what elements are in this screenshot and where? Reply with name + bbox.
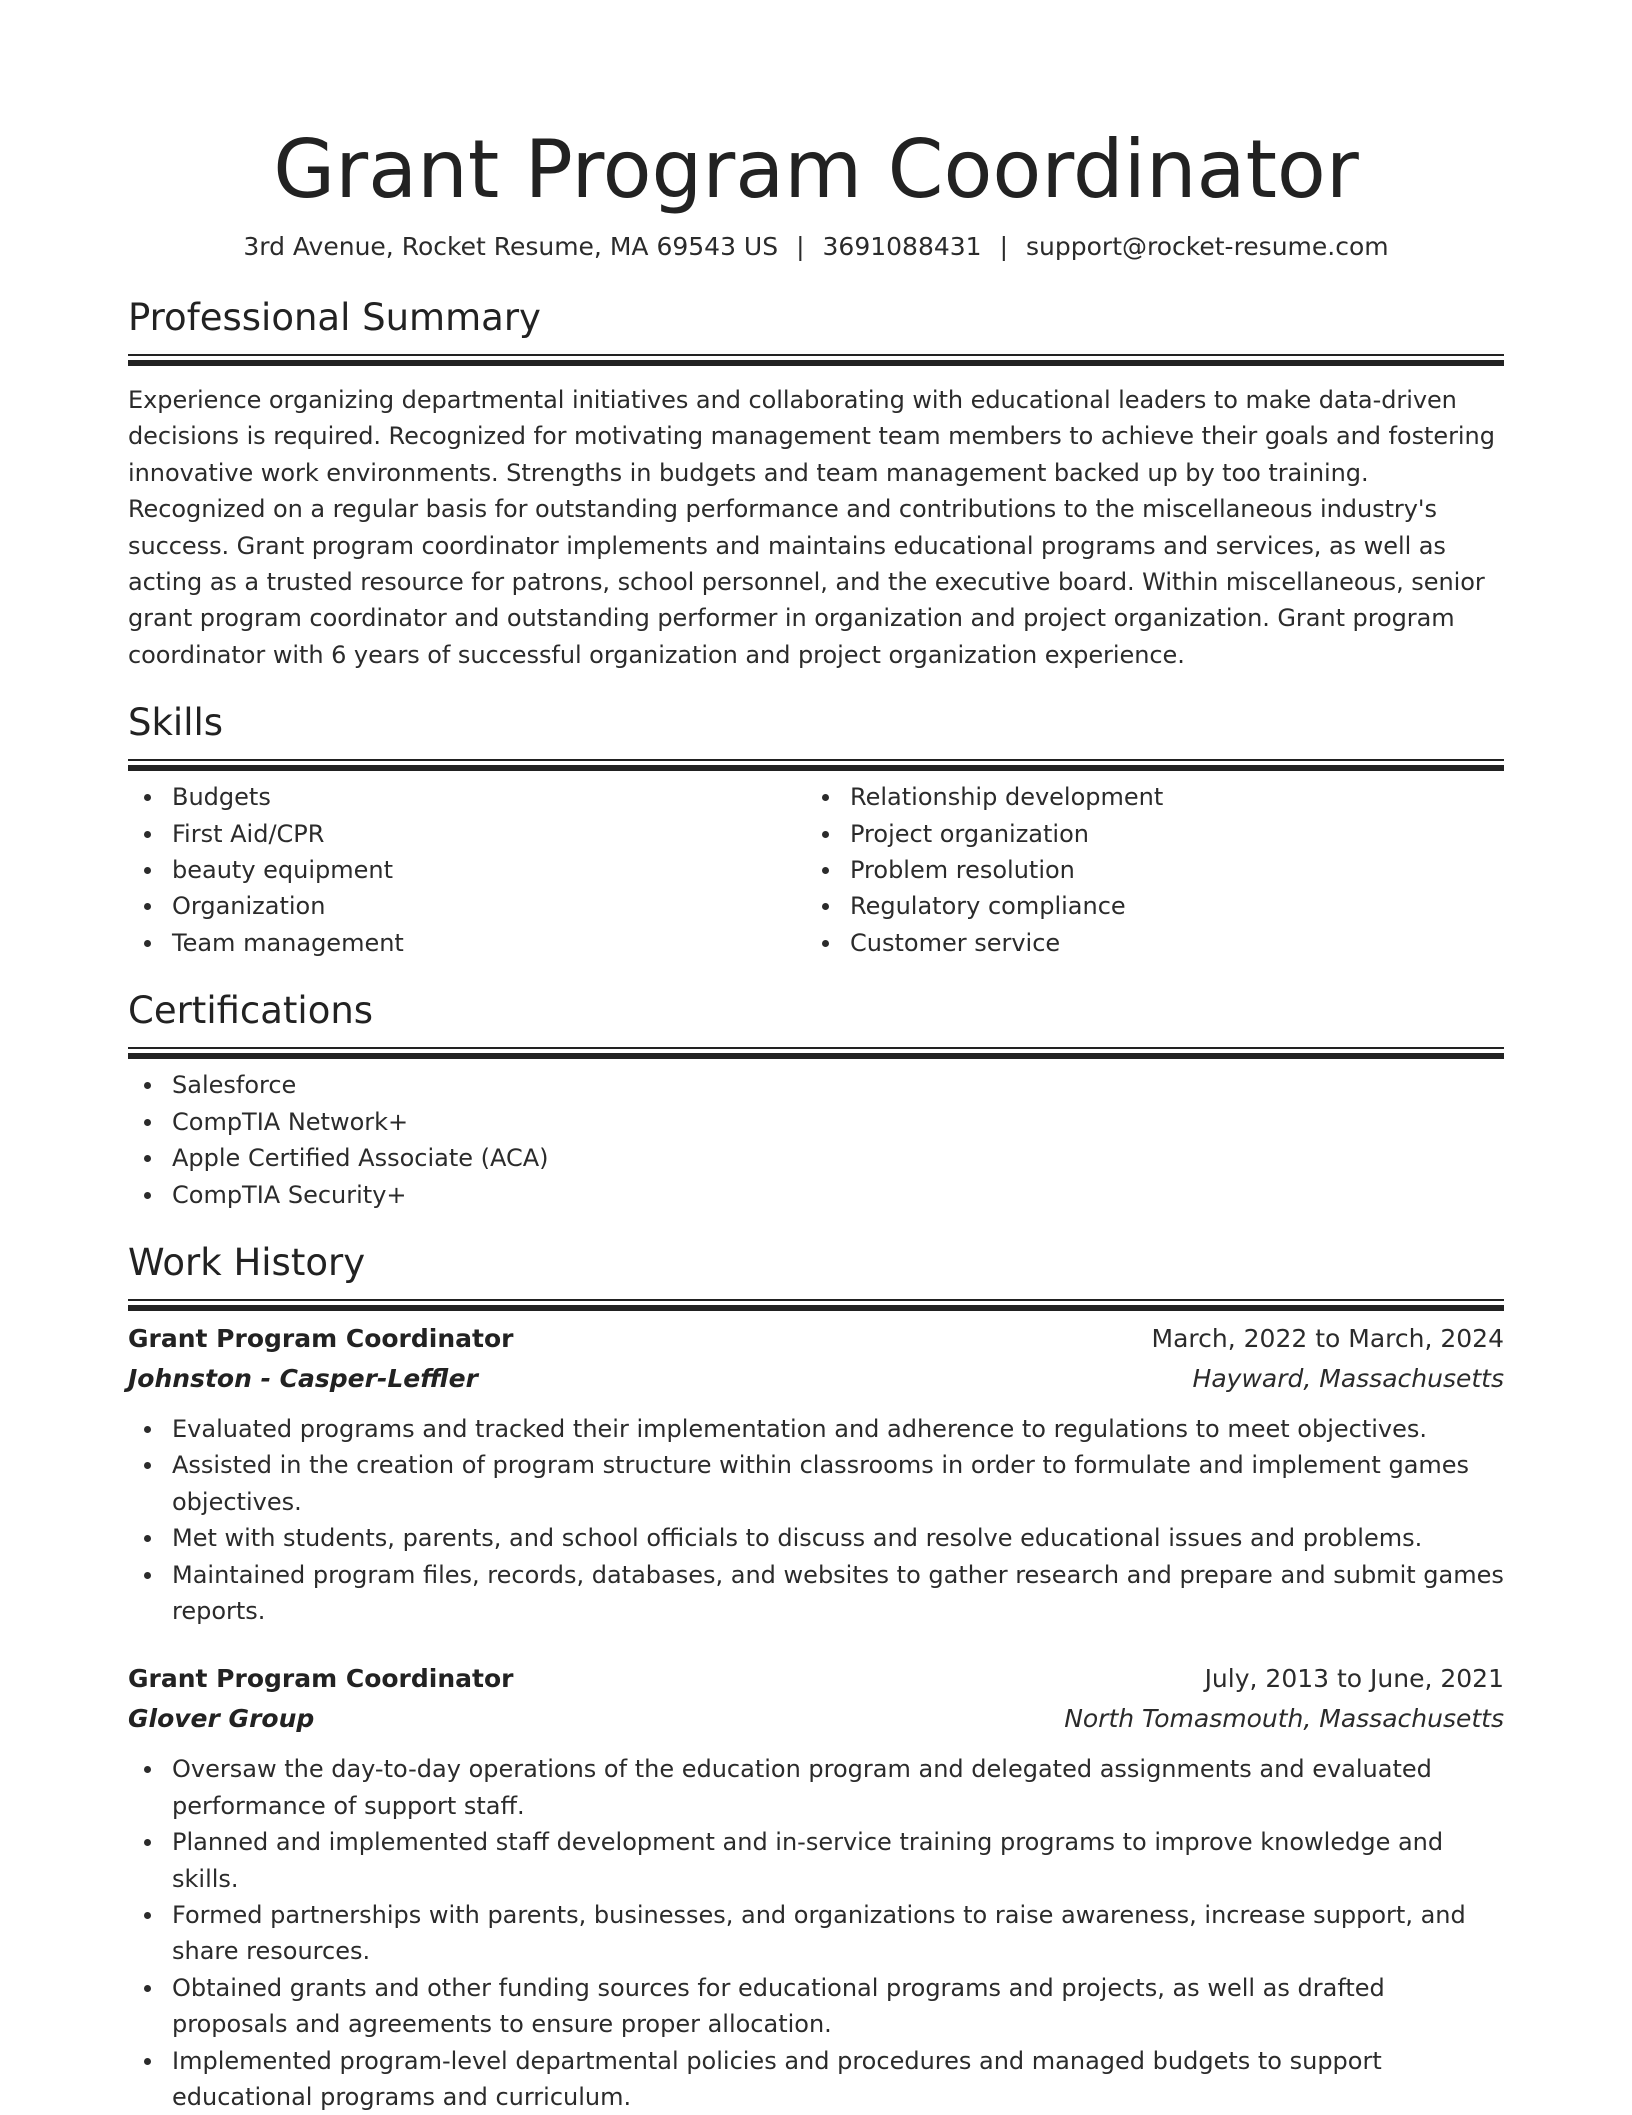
job-bullet: Maintained program files, records, databases, and websites to gather research and prepare and submit games reports. xyxy=(128,1557,1504,1630)
summary-text: Experience organizing departmental initiatives and collaborating with educational leaders to make data-driven decisions is required. Recognized for motivating management team members to achieve their goals and fostering innovative work environments. Strengths in budgets and team management backed up by too training. Recognized on a regular basis for outstanding performance and contributions to the miscellaneous industry's success. Grant program coordinator implements and maintains educational programs and services, as well as acting as a trusted resource for patrons, school personnel, and the executive board. Within miscellaneous, senior grant program coordinator and outstanding performer in organization and project organization. Grant program coordinator with 6 years of successful organization and project organization experience. xyxy=(128,386,1495,669)
job-bullet: Oversaw the day-to-day operations of the education program and delegated assignments and evaluated performance of support staff. xyxy=(128,1751,1504,1824)
skills-column-left xyxy=(128,779,806,961)
certifications-section xyxy=(128,987,1504,1213)
job-bullet: Obtained grants and other funding sources for educational programs and projects, as well as drafted proposals and agreements to ensure proper allocation. xyxy=(128,1970,1504,2043)
job-bullet: Evaluated programs and tracked their implementation and adherence to regulations to meet objectives. xyxy=(128,1411,1504,1447)
job-bullet: Met with students, parents, and school officials to discuss and resolve educational issues and problems. xyxy=(128,1520,1504,1556)
skills-list xyxy=(128,779,1504,961)
job-dates: July, 2013 to June, 2021 xyxy=(1204,1664,1504,1694)
skill-item: Team management xyxy=(128,925,806,961)
section-divider xyxy=(128,1047,1504,1049)
skill-item: Problem resolution xyxy=(806,852,1484,888)
job-company: Johnston - Casper-Leffler xyxy=(128,1363,478,1393)
job-bullet: Implemented program-level departmental policies and procedures and managed budgets to support educational programs and curriculum. xyxy=(128,2043,1504,2115)
contact-separator: | xyxy=(999,232,1009,261)
summary-section xyxy=(128,294,1504,673)
job-location: North Tomasmouth, Massachusetts xyxy=(1064,1704,1504,1734)
contact-email: support@rocket-resume.com xyxy=(1026,232,1389,261)
work-history-section xyxy=(128,1239,1504,2115)
job-location: Hayward, Massachusetts xyxy=(1192,1363,1504,1393)
job-subheader xyxy=(128,1699,1504,1739)
skill-item: Relationship development xyxy=(806,779,1484,815)
job-entry xyxy=(128,1659,1504,2115)
job-title: Grant Program Coordinator xyxy=(128,1664,514,1694)
section-title-certifications: Certifications xyxy=(128,989,374,1033)
skill-item: Budgets xyxy=(128,779,806,815)
job-header xyxy=(128,1659,1504,1699)
certification-item: Salesforce xyxy=(128,1067,1504,1103)
section-title-summary: Professional Summary xyxy=(128,296,541,339)
certifications-list xyxy=(128,1067,1504,1213)
skill-item: Project organization xyxy=(806,816,1484,852)
contact-address: 3rd Avenue, Rocket Resume, MA 69543 US xyxy=(243,232,779,261)
section-title-skills: Skills xyxy=(128,701,224,745)
contact-separator: | xyxy=(796,232,805,261)
section-divider xyxy=(128,759,1504,761)
job-bullet: Formed partnerships with parents, businesses, and organizations to raise awareness, increase support, and share resources. xyxy=(128,1897,1504,1970)
resume-page xyxy=(128,0,1504,2115)
job-bullet: Assisted in the creation of program structure within classrooms in order to formulate and implement games objectives. xyxy=(128,1447,1504,1520)
job-entry xyxy=(128,1319,1504,1629)
skill-item: beauty equipment xyxy=(128,852,806,888)
job-header xyxy=(128,1319,1504,1359)
job-bullet: Planned and implemented staff development and in-service training programs to improve knowledge and skills. xyxy=(128,1824,1504,1897)
section-divider xyxy=(128,354,1504,356)
certification-item: Apple Certified Associate (ACA) xyxy=(128,1140,1504,1176)
job-bullets xyxy=(128,1751,1504,2115)
certification-item: CompTIA Security+ xyxy=(128,1177,1504,1213)
job-title: Grant Program Coordinator xyxy=(128,1323,514,1353)
job-bullets xyxy=(128,1411,1504,1629)
section-title-work-history: Work History xyxy=(128,1240,366,1284)
contact-line xyxy=(128,230,1504,264)
certification-item: CompTIA Network+ xyxy=(128,1104,1504,1140)
contact-phone: 3691088431 xyxy=(822,232,982,261)
skill-item: Customer service xyxy=(806,925,1484,961)
skill-item: Organization xyxy=(128,888,806,924)
skill-item: Regulatory compliance xyxy=(806,888,1484,924)
skill-item: First Aid/CPR xyxy=(128,816,806,852)
job-dates: March, 2022 to March, 2024 xyxy=(1151,1323,1504,1353)
resume-name: Grant Program Coordinator xyxy=(273,123,1359,216)
skills-column-right xyxy=(806,779,1484,961)
job-company: Glover Group xyxy=(128,1704,315,1734)
skills-section xyxy=(128,699,1504,961)
job-subheader xyxy=(128,1359,1504,1399)
section-divider xyxy=(128,1299,1504,1301)
